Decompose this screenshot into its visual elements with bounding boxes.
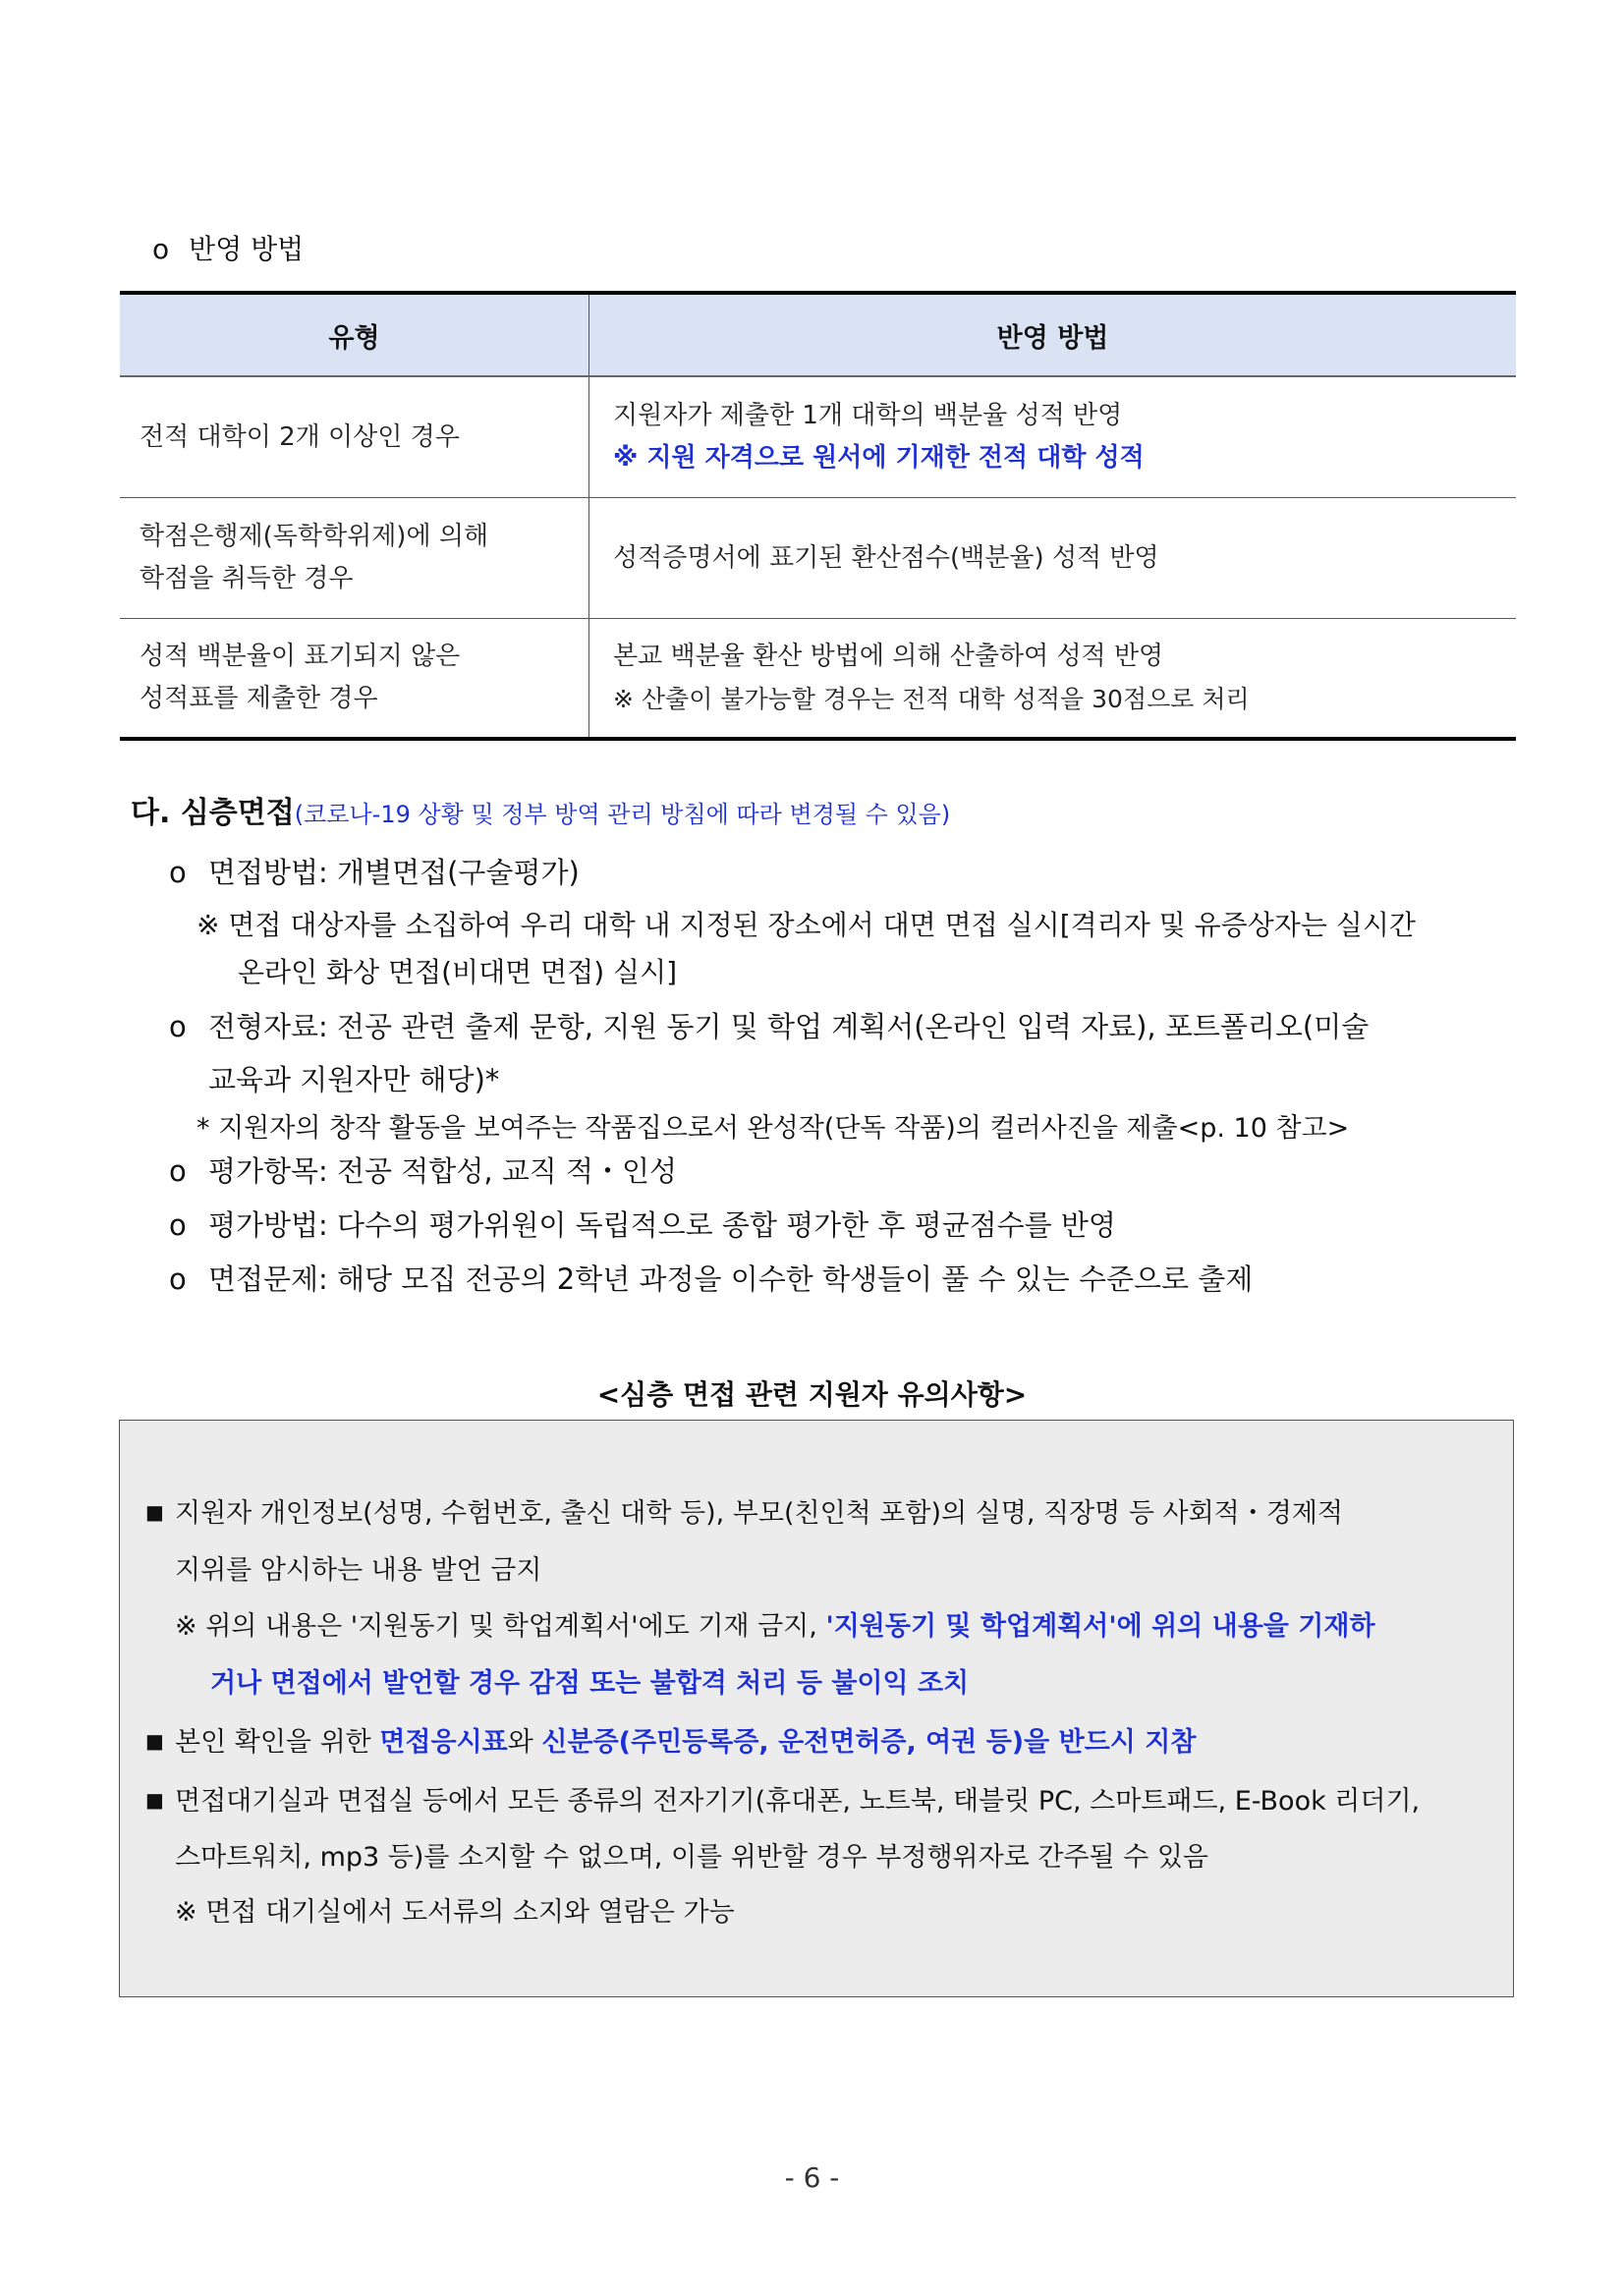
table-cell-type: 학점은행제(독학학위제)에 의해 학점을 취득한 경우 [120, 498, 589, 619]
table-cell-note: ※ 지원 자격으로 원서에 기재한 전적 대학 성적 [613, 443, 1145, 473]
interview-materials: o 전형자료: 전공 관련 출제 문항, 지원 동기 및 학업 계획서(온라인 입력 자료), 포트폴리오(미술 교육과 지원자만 해당)* [169, 1000, 1525, 1106]
square-bullet-icon: ■ [145, 1499, 164, 1524]
bullet: o [169, 1208, 187, 1242]
caution-item-3-cont: 스마트워치, mp3 등)를 소지할 수 없으며, 이를 위반할 경우 부정행위자로 간주될 수 있음 [175, 1842, 1209, 1873]
caution-box [119, 1420, 1514, 1997]
table-cell-type: 전적 대학이 2개 이상인 경우 [120, 376, 589, 498]
table-cell-note: ※ 산출이 불가능할 경우는 전적 대학 성적을 30점으로 처리 [613, 685, 1250, 713]
page-number: - 6 - [784, 2161, 840, 2194]
square-bullet-icon: ■ [145, 1728, 164, 1753]
table-cell-method: 본교 백분율 환산 방법에 의해 산출하여 성적 반영 ※ 산출이 불가능할 경우는 전적 대학 성적을 30점으로 처리 [589, 619, 1517, 740]
bullet: o [152, 233, 170, 265]
caution-item-2: ■ 본인 확인을 위한 면접응시표와 신분증(주민등록증, 운전면허증, 여권 등)을 반드시 지참 [145, 1727, 1197, 1758]
table-header-type: 유형 [120, 293, 589, 376]
bullet: o [169, 1154, 187, 1188]
reflection-method-table [120, 291, 1516, 741]
interview-evaluation: o 평가방법: 다수의 평가위원이 독립적으로 종합 평가한 후 평균점수를 반영 [169, 1208, 1116, 1242]
caution-item-1: ■ 지원자 개인정보(성명, 수험번호, 출신 대학 등), 부모(친인척 포함)의 실명, 직장명 등 사회적・경제적 [145, 1498, 1343, 1529]
caution-item-3-note: ※ 면접 대기실에서 도서류의 소지와 열람은 가능 [175, 1897, 735, 1928]
table-cell-method: 지원자가 제출한 1개 대학의 백분율 성적 반영 ※ 지원 자격으로 원서에 기재한 전적 대학 성적 [589, 376, 1517, 498]
interview-method: o 면접방법: 개별면접(구술평가) [169, 856, 580, 889]
table-cell-method: 성적증명서에 표기된 환산점수(백분율) 성적 반영 [589, 498, 1517, 619]
interview-heading-note: (코로나-19 상황 및 정부 방역 관리 방침에 따라 변경될 수 있음) [294, 801, 951, 828]
section-heading [152, 228, 304, 267]
interview-method-note: ※ 면접 대상자를 소집하여 우리 대학 내 지정된 장소에서 대면 면접 실시[격리자 및 유증상자는 실시간 온라인 화상 면접(비대면 면접) 실시] [196, 909, 1416, 988]
bullet: o [169, 856, 187, 889]
square-bullet-icon: ■ [145, 1787, 164, 1812]
caution-item-1-note: ※ 위의 내용은 '지원동기 및 학업계획서'에도 기재 금지, '지원동기 및 학업계획서'에 위의 내용을 기재하 [175, 1611, 1375, 1642]
table-cell-type: 성적 백분율이 표기되지 않은 성적표를 제출한 경우 [120, 619, 589, 740]
caution-item-1-cont: 지위를 암시하는 내용 발언 금지 [175, 1555, 542, 1586]
bullet: o [169, 1010, 187, 1043]
table-header-row [120, 293, 1516, 376]
interview-questions: o 면접문제: 해당 모집 전공의 2학년 과정을 이수한 학생들이 풀 수 있는 수준으로 출제 [169, 1262, 1254, 1296]
caution-title: <심층 면접 관련 지원자 유의사항> [596, 1378, 1028, 1411]
table-header-method: 반영 방법 [589, 293, 1517, 376]
caution-item-3: ■ 면접대기실과 면접실 등에서 모든 종류의 전자기기(휴대폰, 노트북, 태블릿 PC, 스마트패드, E-Book 리더기, [145, 1786, 1421, 1817]
table-row [120, 619, 1516, 740]
section-heading-text: 반영 방법 [189, 233, 305, 265]
bullet: o [169, 1262, 187, 1296]
caution-item-1-note-cont: 거나 면접에서 발언할 경우 감점 또는 불합격 처리 등 불이익 조치 [210, 1668, 970, 1699]
table-row [120, 498, 1516, 619]
table-row [120, 376, 1516, 498]
interview-criteria: o 평가항목: 전공 적합성, 교직 적・인성 [169, 1154, 678, 1188]
interview-heading: 다. 심층면접(코로나-19 상황 및 정부 방역 관리 방침에 따라 변경될 수 있음) [131, 796, 951, 830]
interview-materials-note: * 지원자의 창작 활동을 보여주는 작품집으로서 완성작(단독 작품)의 컬러사진을 제출<p. 10 참고> [196, 1113, 1350, 1144]
